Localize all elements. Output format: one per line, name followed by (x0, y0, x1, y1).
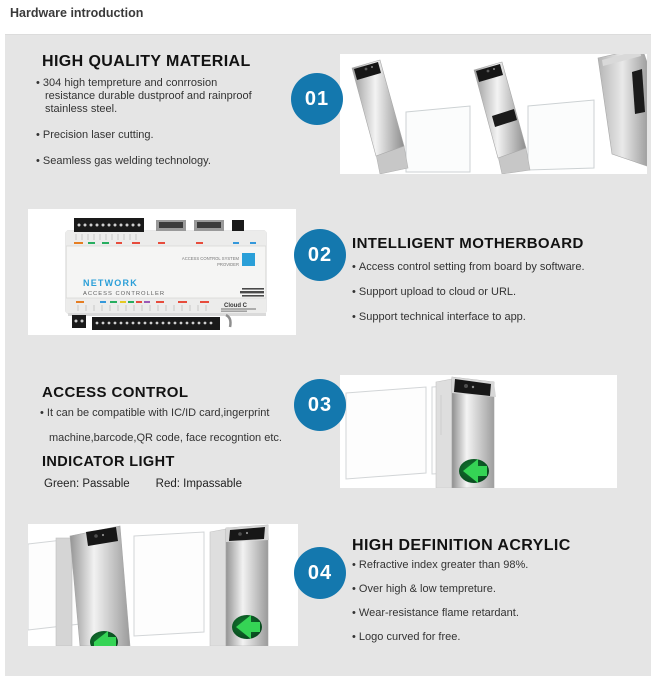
turnstile-gates-illustration (340, 54, 647, 174)
step-badge-03: 03 (294, 379, 346, 431)
turnstiles-acrylic-photo (28, 524, 298, 646)
bullet-item: • Logo curved for free. (352, 631, 637, 644)
bullet-item: • It can be compatible with IC/ID card,ingerprint machine,barcode,QR code, face recogntion etc. (40, 401, 295, 451)
section4-bullet-list (352, 559, 637, 644)
section2-heading: INTELLIGENT MOTHERBOARD (352, 235, 584, 252)
turnstiles-acrylic-illustration (28, 524, 298, 646)
indicator-green-label: Green: Passable (44, 478, 130, 490)
content-panel (5, 34, 651, 676)
access-controller-board-photo (28, 209, 296, 335)
section3-subheading: INDICATOR LIGHT (42, 454, 175, 470)
step-badge-02: 02 (294, 229, 346, 281)
bullet-item: • Support upload to cloud or URL. (352, 286, 637, 299)
board-brand-sub: ACCESS CONTROLLER (83, 291, 166, 297)
bullet-item: • Refractive index greater than 98%. (352, 559, 637, 572)
turnstile-pillar-illustration (340, 375, 617, 488)
board-tag-line2: PROVIDER (217, 262, 239, 267)
turnstile-pillar-photo (340, 375, 617, 488)
access-controller-board-illustration (28, 209, 296, 335)
step-badge-04: 04 (294, 547, 346, 599)
indicator-legend (44, 478, 242, 490)
bullet-item: • Seamless gas welding technology. (36, 155, 264, 168)
page-title: Hardware introduction (10, 6, 144, 20)
board-brand-name: NETWORK (83, 278, 138, 288)
section3-bullet-list (40, 401, 295, 451)
bullet-item: • Support technical interface to app. (352, 311, 637, 324)
board-logo-text: Cloud C (224, 303, 247, 309)
turnstile-gates-photo (340, 54, 647, 174)
section1-bullet-list (36, 77, 264, 168)
section1-heading: HIGH QUALITY MATERIAL (42, 53, 251, 70)
step-badge-01: 01 (291, 73, 343, 125)
bullet-item: • Wear-resistance flame retardant. (352, 607, 637, 620)
section3-heading: ACCESS CONTROL (42, 384, 189, 401)
indicator-red-label: Red: Impassable (155, 478, 242, 490)
bullet-item: • Precision laser cutting. (36, 129, 264, 142)
bullet-item: • Access control setting from board by software. (352, 261, 637, 274)
bullet-item: • Over high & low tempreture. (352, 583, 637, 596)
section2-bullet-list (352, 261, 637, 324)
section4-heading: HIGH DEFINITION ACRYLIC (352, 537, 571, 554)
board-tag-line1: ACCESS CONTROL SYSTEM (181, 256, 239, 261)
bullet-item: • 304 high tempreture and conrrosion resistance durable dustproof and rainproof stainless steel. (36, 77, 264, 116)
